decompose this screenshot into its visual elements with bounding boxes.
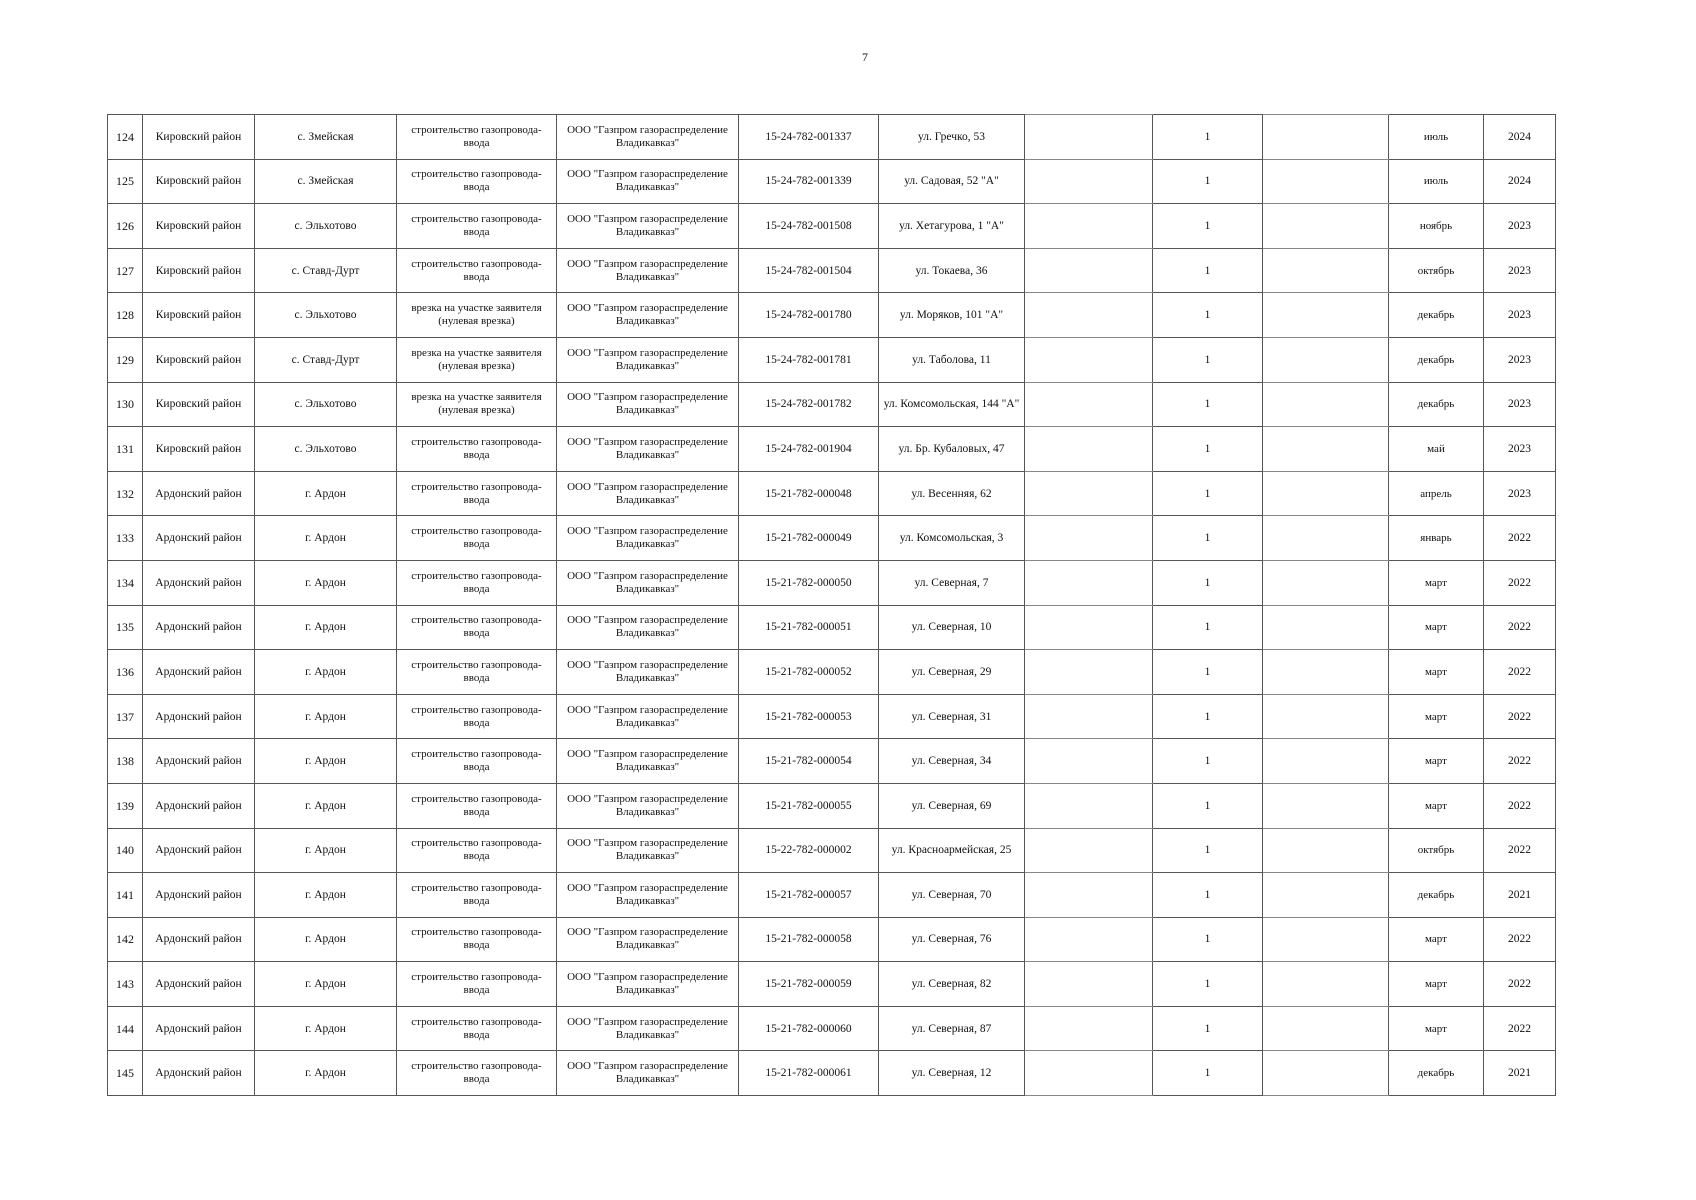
empty-cell bbox=[1025, 783, 1153, 828]
organization-cell: ООО "Газпром газораспределение Владикавказ" bbox=[557, 427, 739, 472]
month-cell: декабрь bbox=[1389, 1051, 1484, 1096]
locality-cell: г. Ардон bbox=[255, 650, 397, 695]
quantity-cell: 1 bbox=[1153, 917, 1263, 962]
organization-cell: ООО "Газпром газораспределение Владикавказ" bbox=[557, 337, 739, 382]
table-row bbox=[108, 115, 1556, 160]
locality-cell: с. Эльхотово bbox=[255, 293, 397, 338]
table-row bbox=[108, 962, 1556, 1007]
code-cell: 15-24-782-001904 bbox=[739, 427, 879, 472]
month-cell: март bbox=[1389, 694, 1484, 739]
work-type-cell: строительство газопровода-ввода bbox=[397, 917, 557, 962]
district-cell: Ардонский район bbox=[143, 516, 255, 561]
month-cell: октябрь bbox=[1389, 828, 1484, 873]
code-cell: 15-21-782-000048 bbox=[739, 471, 879, 516]
locality-cell: г. Ардон bbox=[255, 560, 397, 605]
quantity-cell: 1 bbox=[1153, 560, 1263, 605]
quantity-cell: 1 bbox=[1153, 783, 1263, 828]
empty-cell bbox=[1025, 1006, 1153, 1051]
row-number: 136 bbox=[108, 650, 143, 695]
empty-cell bbox=[1263, 560, 1389, 605]
code-cell: 15-24-782-001504 bbox=[739, 248, 879, 293]
quantity-cell: 1 bbox=[1153, 694, 1263, 739]
district-cell: Ардонский район bbox=[143, 828, 255, 873]
code-cell: 15-21-782-000058 bbox=[739, 917, 879, 962]
row-number: 139 bbox=[108, 783, 143, 828]
locality-cell: с. Эльхотово bbox=[255, 204, 397, 249]
work-type-cell: строительство газопровода-ввода bbox=[397, 650, 557, 695]
address-cell: ул. Северная, 70 bbox=[879, 873, 1025, 918]
table-row bbox=[108, 248, 1556, 293]
locality-cell: г. Ардон bbox=[255, 471, 397, 516]
empty-cell bbox=[1263, 783, 1389, 828]
code-cell: 15-21-782-000049 bbox=[739, 516, 879, 561]
table-row bbox=[108, 783, 1556, 828]
empty-cell bbox=[1025, 650, 1153, 695]
empty-cell bbox=[1263, 293, 1389, 338]
row-number: 135 bbox=[108, 605, 143, 650]
address-cell: ул. Моряков, 101 "А" bbox=[879, 293, 1025, 338]
locality-cell: с. Эльхотово bbox=[255, 382, 397, 427]
row-number: 130 bbox=[108, 382, 143, 427]
empty-cell bbox=[1263, 917, 1389, 962]
organization-cell: ООО "Газпром газораспределение Владикавказ" bbox=[557, 605, 739, 650]
work-type-cell: строительство газопровода-ввода bbox=[397, 828, 557, 873]
organization-cell: ООО "Газпром газораспределение Владикавказ" bbox=[557, 962, 739, 1007]
code-cell: 15-21-782-000060 bbox=[739, 1006, 879, 1051]
month-cell: март bbox=[1389, 650, 1484, 695]
year-cell: 2021 bbox=[1484, 1051, 1556, 1096]
code-cell: 15-21-782-000051 bbox=[739, 605, 879, 650]
code-cell: 15-21-782-000057 bbox=[739, 873, 879, 918]
organization-cell: ООО "Газпром газораспределение Владикавказ" bbox=[557, 650, 739, 695]
row-number: 131 bbox=[108, 427, 143, 472]
empty-cell bbox=[1025, 293, 1153, 338]
table-body bbox=[108, 115, 1556, 1096]
empty-cell bbox=[1263, 873, 1389, 918]
district-cell: Ардонский район bbox=[143, 917, 255, 962]
table-row bbox=[108, 828, 1556, 873]
table-row bbox=[108, 560, 1556, 605]
address-cell: ул. Северная, 87 bbox=[879, 1006, 1025, 1051]
quantity-cell: 1 bbox=[1153, 605, 1263, 650]
table-row bbox=[108, 516, 1556, 561]
month-cell: март bbox=[1389, 783, 1484, 828]
quantity-cell: 1 bbox=[1153, 159, 1263, 204]
table-row bbox=[108, 293, 1556, 338]
row-number: 145 bbox=[108, 1051, 143, 1096]
locality-cell: с. Змейская bbox=[255, 115, 397, 160]
table-row bbox=[108, 650, 1556, 695]
district-cell: Ардонский район bbox=[143, 471, 255, 516]
address-cell: ул. Гречко, 53 bbox=[879, 115, 1025, 160]
work-type-cell: строительство газопровода-ввода bbox=[397, 873, 557, 918]
table-row bbox=[108, 427, 1556, 472]
empty-cell bbox=[1263, 427, 1389, 472]
year-cell: 2023 bbox=[1484, 337, 1556, 382]
quantity-cell: 1 bbox=[1153, 739, 1263, 784]
code-cell: 15-24-782-001780 bbox=[739, 293, 879, 338]
work-type-cell: врезка на участке заявителя (нулевая врезка) bbox=[397, 337, 557, 382]
quantity-cell: 1 bbox=[1153, 115, 1263, 160]
month-cell: март bbox=[1389, 962, 1484, 1007]
year-cell: 2022 bbox=[1484, 1006, 1556, 1051]
quantity-cell: 1 bbox=[1153, 337, 1263, 382]
month-cell: март bbox=[1389, 560, 1484, 605]
registry-table bbox=[107, 114, 1556, 1096]
code-cell: 15-24-782-001339 bbox=[739, 159, 879, 204]
quantity-cell: 1 bbox=[1153, 650, 1263, 695]
empty-cell bbox=[1263, 115, 1389, 160]
row-number: 141 bbox=[108, 873, 143, 918]
empty-cell bbox=[1025, 382, 1153, 427]
empty-cell bbox=[1263, 962, 1389, 1007]
locality-cell: г. Ардон bbox=[255, 739, 397, 784]
row-number: 129 bbox=[108, 337, 143, 382]
empty-cell bbox=[1025, 917, 1153, 962]
district-cell: Кировский район bbox=[143, 204, 255, 249]
year-cell: 2022 bbox=[1484, 650, 1556, 695]
district-cell: Кировский район bbox=[143, 293, 255, 338]
table-row bbox=[108, 382, 1556, 427]
code-cell: 15-21-782-000055 bbox=[739, 783, 879, 828]
empty-cell bbox=[1025, 873, 1153, 918]
empty-cell bbox=[1025, 471, 1153, 516]
code-cell: 15-22-782-000002 bbox=[739, 828, 879, 873]
organization-cell: ООО "Газпром газораспределение Владикавказ" bbox=[557, 248, 739, 293]
empty-cell bbox=[1263, 159, 1389, 204]
year-cell: 2023 bbox=[1484, 382, 1556, 427]
month-cell: май bbox=[1389, 427, 1484, 472]
locality-cell: г. Ардон bbox=[255, 694, 397, 739]
work-type-cell: строительство газопровода-ввода bbox=[397, 248, 557, 293]
quantity-cell: 1 bbox=[1153, 427, 1263, 472]
empty-cell bbox=[1263, 605, 1389, 650]
year-cell: 2023 bbox=[1484, 204, 1556, 249]
address-cell: ул. Северная, 12 bbox=[879, 1051, 1025, 1096]
empty-cell bbox=[1025, 337, 1153, 382]
address-cell: ул. Комсомольская, 3 bbox=[879, 516, 1025, 561]
address-cell: ул. Северная, 29 bbox=[879, 650, 1025, 695]
year-cell: 2022 bbox=[1484, 605, 1556, 650]
organization-cell: ООО "Газпром газораспределение Владикавказ" bbox=[557, 516, 739, 561]
locality-cell: г. Ардон bbox=[255, 962, 397, 1007]
empty-cell bbox=[1263, 204, 1389, 249]
work-type-cell: врезка на участке заявителя (нулевая врезка) bbox=[397, 293, 557, 338]
district-cell: Кировский район bbox=[143, 337, 255, 382]
work-type-cell: строительство газопровода-ввода bbox=[397, 1006, 557, 1051]
quantity-cell: 1 bbox=[1153, 248, 1263, 293]
quantity-cell: 1 bbox=[1153, 382, 1263, 427]
organization-cell: ООО "Газпром газораспределение Владикавказ" bbox=[557, 873, 739, 918]
work-type-cell: строительство газопровода-ввода bbox=[397, 739, 557, 784]
month-cell: ноябрь bbox=[1389, 204, 1484, 249]
row-number: 137 bbox=[108, 694, 143, 739]
work-type-cell: строительство газопровода-ввода bbox=[397, 962, 557, 1007]
row-number: 132 bbox=[108, 471, 143, 516]
code-cell: 15-24-782-001781 bbox=[739, 337, 879, 382]
locality-cell: г. Ардон bbox=[255, 1051, 397, 1096]
code-cell: 15-24-782-001337 bbox=[739, 115, 879, 160]
row-number: 127 bbox=[108, 248, 143, 293]
locality-cell: г. Ардон bbox=[255, 917, 397, 962]
table-row bbox=[108, 471, 1556, 516]
locality-cell: с. Эльхотово bbox=[255, 427, 397, 472]
empty-cell bbox=[1263, 516, 1389, 561]
row-number: 134 bbox=[108, 560, 143, 605]
year-cell: 2023 bbox=[1484, 248, 1556, 293]
year-cell: 2023 bbox=[1484, 471, 1556, 516]
code-cell: 15-21-782-000061 bbox=[739, 1051, 879, 1096]
year-cell: 2024 bbox=[1484, 115, 1556, 160]
organization-cell: ООО "Газпром газораспределение Владикавказ" bbox=[557, 1051, 739, 1096]
table-row bbox=[108, 917, 1556, 962]
district-cell: Кировский район bbox=[143, 382, 255, 427]
empty-cell bbox=[1025, 739, 1153, 784]
table-row bbox=[108, 337, 1556, 382]
locality-cell: с. Змейская bbox=[255, 159, 397, 204]
page-number: 7 bbox=[862, 50, 868, 64]
quantity-cell: 1 bbox=[1153, 471, 1263, 516]
empty-cell bbox=[1025, 248, 1153, 293]
row-number: 142 bbox=[108, 917, 143, 962]
district-cell: Ардонский район bbox=[143, 560, 255, 605]
empty-cell bbox=[1025, 694, 1153, 739]
empty-cell bbox=[1263, 739, 1389, 784]
empty-cell bbox=[1025, 560, 1153, 605]
work-type-cell: строительство газопровода-ввода bbox=[397, 783, 557, 828]
locality-cell: г. Ардон bbox=[255, 873, 397, 918]
address-cell: ул. Северная, 76 bbox=[879, 917, 1025, 962]
address-cell: ул. Токаева, 36 bbox=[879, 248, 1025, 293]
organization-cell: ООО "Газпром газораспределение Владикавказ" bbox=[557, 382, 739, 427]
quantity-cell: 1 bbox=[1153, 516, 1263, 561]
row-number: 124 bbox=[108, 115, 143, 160]
quantity-cell: 1 bbox=[1153, 204, 1263, 249]
quantity-cell: 1 bbox=[1153, 873, 1263, 918]
address-cell: ул. Бр. Кубаловых, 47 bbox=[879, 427, 1025, 472]
year-cell: 2022 bbox=[1484, 516, 1556, 561]
organization-cell: ООО "Газпром газораспределение Владикавказ" bbox=[557, 560, 739, 605]
address-cell: ул. Северная, 7 bbox=[879, 560, 1025, 605]
work-type-cell: строительство газопровода-ввода bbox=[397, 560, 557, 605]
district-cell: Кировский район bbox=[143, 248, 255, 293]
organization-cell: ООО "Газпром газораспределение Владикавказ" bbox=[557, 783, 739, 828]
district-cell: Кировский район bbox=[143, 159, 255, 204]
locality-cell: г. Ардон bbox=[255, 783, 397, 828]
quantity-cell: 1 bbox=[1153, 1006, 1263, 1051]
district-cell: Ардонский район bbox=[143, 1051, 255, 1096]
quantity-cell: 1 bbox=[1153, 1051, 1263, 1096]
empty-cell bbox=[1025, 159, 1153, 204]
organization-cell: ООО "Газпром газораспределение Владикавказ" bbox=[557, 828, 739, 873]
code-cell: 15-24-782-001782 bbox=[739, 382, 879, 427]
year-cell: 2023 bbox=[1484, 293, 1556, 338]
code-cell: 15-21-782-000053 bbox=[739, 694, 879, 739]
year-cell: 2021 bbox=[1484, 873, 1556, 918]
quantity-cell: 1 bbox=[1153, 828, 1263, 873]
address-cell: ул. Северная, 10 bbox=[879, 605, 1025, 650]
code-cell: 15-21-782-000059 bbox=[739, 962, 879, 1007]
organization-cell: ООО "Газпром газораспределение Владикавказ" bbox=[557, 471, 739, 516]
empty-cell bbox=[1263, 337, 1389, 382]
district-cell: Ардонский район bbox=[143, 739, 255, 784]
organization-cell: ООО "Газпром газораспределение Владикавказ" bbox=[557, 1006, 739, 1051]
table-row bbox=[108, 605, 1556, 650]
month-cell: март bbox=[1389, 1006, 1484, 1051]
month-cell: март bbox=[1389, 605, 1484, 650]
month-cell: март bbox=[1389, 739, 1484, 784]
empty-cell bbox=[1263, 382, 1389, 427]
work-type-cell: врезка на участке заявителя (нулевая врезка) bbox=[397, 382, 557, 427]
address-cell: ул. Красноармейская, 25 bbox=[879, 828, 1025, 873]
year-cell: 2024 bbox=[1484, 159, 1556, 204]
row-number: 144 bbox=[108, 1006, 143, 1051]
code-cell: 15-21-782-000054 bbox=[739, 739, 879, 784]
row-number: 128 bbox=[108, 293, 143, 338]
empty-cell bbox=[1025, 427, 1153, 472]
locality-cell: с. Ставд-Дурт bbox=[255, 248, 397, 293]
district-cell: Ардонский район bbox=[143, 650, 255, 695]
code-cell: 15-21-782-000050 bbox=[739, 560, 879, 605]
address-cell: ул. Комсомольская, 144 "А" bbox=[879, 382, 1025, 427]
year-cell: 2022 bbox=[1484, 917, 1556, 962]
empty-cell bbox=[1263, 471, 1389, 516]
empty-cell bbox=[1025, 962, 1153, 1007]
row-number: 143 bbox=[108, 962, 143, 1007]
empty-cell bbox=[1025, 115, 1153, 160]
quantity-cell: 1 bbox=[1153, 962, 1263, 1007]
work-type-cell: строительство газопровода-ввода bbox=[397, 516, 557, 561]
year-cell: 2022 bbox=[1484, 962, 1556, 1007]
work-type-cell: строительство газопровода-ввода bbox=[397, 1051, 557, 1096]
empty-cell bbox=[1263, 1051, 1389, 1096]
month-cell: декабрь bbox=[1389, 293, 1484, 338]
work-type-cell: строительство газопровода-ввода bbox=[397, 427, 557, 472]
month-cell: июль bbox=[1389, 159, 1484, 204]
year-cell: 2023 bbox=[1484, 427, 1556, 472]
year-cell: 2022 bbox=[1484, 739, 1556, 784]
work-type-cell: строительство газопровода-ввода bbox=[397, 204, 557, 249]
empty-cell bbox=[1263, 1006, 1389, 1051]
district-cell: Ардонский район bbox=[143, 605, 255, 650]
row-number: 126 bbox=[108, 204, 143, 249]
empty-cell bbox=[1025, 516, 1153, 561]
empty-cell bbox=[1025, 1051, 1153, 1096]
table-row bbox=[108, 873, 1556, 918]
work-type-cell: строительство газопровода-ввода bbox=[397, 159, 557, 204]
table-row bbox=[108, 739, 1556, 784]
empty-cell bbox=[1263, 650, 1389, 695]
month-cell: декабрь bbox=[1389, 382, 1484, 427]
empty-cell bbox=[1025, 828, 1153, 873]
empty-cell bbox=[1263, 248, 1389, 293]
district-cell: Кировский район bbox=[143, 115, 255, 160]
address-cell: ул. Северная, 82 bbox=[879, 962, 1025, 1007]
locality-cell: г. Ардон bbox=[255, 828, 397, 873]
address-cell: ул. Весенняя, 62 bbox=[879, 471, 1025, 516]
organization-cell: ООО "Газпром газораспределение Владикавказ" bbox=[557, 917, 739, 962]
work-type-cell: строительство газопровода-ввода bbox=[397, 471, 557, 516]
row-number: 138 bbox=[108, 739, 143, 784]
address-cell: ул. Северная, 31 bbox=[879, 694, 1025, 739]
district-cell: Ардонский район bbox=[143, 783, 255, 828]
work-type-cell: строительство газопровода-ввода bbox=[397, 694, 557, 739]
organization-cell: ООО "Газпром газораспределение Владикавказ" bbox=[557, 204, 739, 249]
month-cell: июль bbox=[1389, 115, 1484, 160]
table-row bbox=[108, 204, 1556, 249]
year-cell: 2022 bbox=[1484, 694, 1556, 739]
month-cell: январь bbox=[1389, 516, 1484, 561]
organization-cell: ООО "Газпром газораспределение Владикавказ" bbox=[557, 694, 739, 739]
row-number: 133 bbox=[108, 516, 143, 561]
quantity-cell: 1 bbox=[1153, 293, 1263, 338]
empty-cell bbox=[1025, 204, 1153, 249]
organization-cell: ООО "Газпром газораспределение Владикавказ" bbox=[557, 739, 739, 784]
organization-cell: ООО "Газпром газораспределение Владикавказ" bbox=[557, 159, 739, 204]
code-cell: 15-24-782-001508 bbox=[739, 204, 879, 249]
address-cell: ул. Северная, 34 bbox=[879, 739, 1025, 784]
empty-cell bbox=[1025, 605, 1153, 650]
empty-cell bbox=[1263, 694, 1389, 739]
district-cell: Ардонский район bbox=[143, 694, 255, 739]
district-cell: Ардонский район bbox=[143, 962, 255, 1007]
organization-cell: ООО "Газпром газораспределение Владикавказ" bbox=[557, 293, 739, 338]
month-cell: октябрь bbox=[1389, 248, 1484, 293]
address-cell: ул. Садовая, 52 "А" bbox=[879, 159, 1025, 204]
address-cell: ул. Хетагурова, 1 "А" bbox=[879, 204, 1025, 249]
locality-cell: г. Ардон bbox=[255, 605, 397, 650]
district-cell: Ардонский район bbox=[143, 1006, 255, 1051]
row-number: 125 bbox=[108, 159, 143, 204]
month-cell: декабрь bbox=[1389, 337, 1484, 382]
table-row bbox=[108, 159, 1556, 204]
empty-cell bbox=[1263, 828, 1389, 873]
month-cell: декабрь bbox=[1389, 873, 1484, 918]
district-cell: Кировский район bbox=[143, 427, 255, 472]
table-row bbox=[108, 1006, 1556, 1051]
code-cell: 15-21-782-000052 bbox=[739, 650, 879, 695]
district-cell: Ардонский район bbox=[143, 873, 255, 918]
table-row bbox=[108, 1051, 1556, 1096]
year-cell: 2022 bbox=[1484, 783, 1556, 828]
locality-cell: г. Ардон bbox=[255, 516, 397, 561]
locality-cell: г. Ардон bbox=[255, 1006, 397, 1051]
work-type-cell: строительство газопровода-ввода bbox=[397, 115, 557, 160]
address-cell: ул. Таболова, 11 bbox=[879, 337, 1025, 382]
address-cell: ул. Северная, 69 bbox=[879, 783, 1025, 828]
row-number: 140 bbox=[108, 828, 143, 873]
year-cell: 2022 bbox=[1484, 560, 1556, 605]
year-cell: 2022 bbox=[1484, 828, 1556, 873]
month-cell: апрель bbox=[1389, 471, 1484, 516]
organization-cell: ООО "Газпром газораспределение Владикавказ" bbox=[557, 115, 739, 160]
month-cell: март bbox=[1389, 917, 1484, 962]
locality-cell: с. Ставд-Дурт bbox=[255, 337, 397, 382]
work-type-cell: строительство газопровода-ввода bbox=[397, 605, 557, 650]
table-row bbox=[108, 694, 1556, 739]
